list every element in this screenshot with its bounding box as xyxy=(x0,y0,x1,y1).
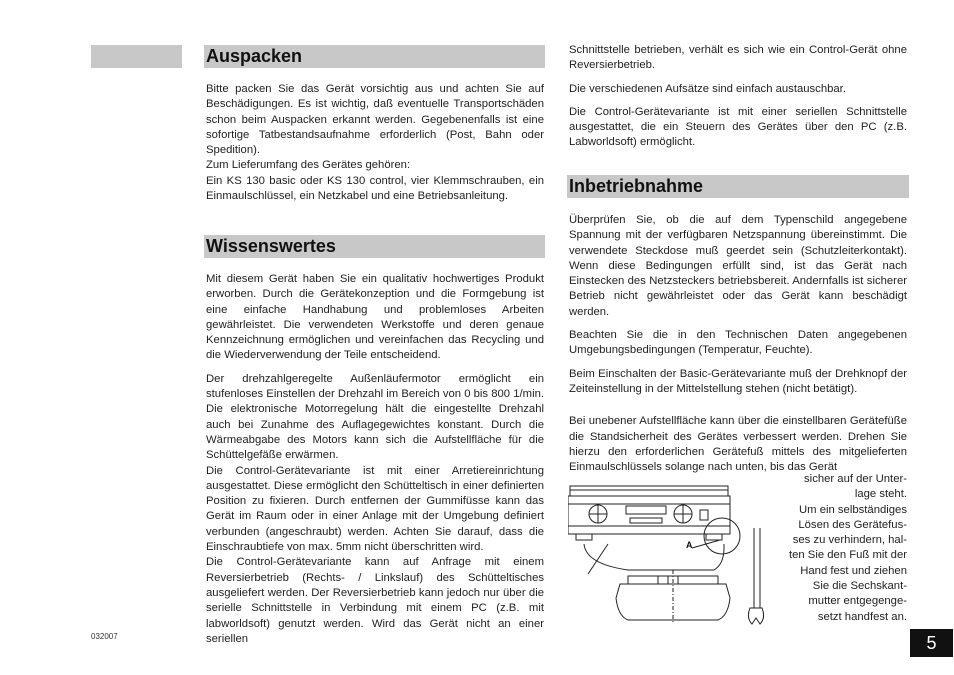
auspacken-text xyxy=(206,82,544,204)
inbetriebnahme-paragraph: Bei unebener Aufstellfläche kann über die einstellbaren Gerätefüße die Standsicherheit des Gerätes verbessert werden. Drehen Sie hierzu den erforderlichen Gerätefuß mittels des mitgelieferten Einmaulschlüssels solange nach unten, bis das Gerät xyxy=(569,415,907,474)
wrap-line: ses zu verhindern, hal- xyxy=(792,534,907,547)
wrap-line: Lösen des Gerätefus- xyxy=(798,518,907,531)
page-number: 5 xyxy=(910,629,953,657)
auspacken-paragraph: Ein KS 130 basic oder KS 130 control, vier Klemmschrauben, ein Einmaulschlüssel, ein Netzkabel und eine Betriebsanleitung. xyxy=(206,174,544,203)
inbetriebnahme-paragraph: Überprüfen Sie, ob die auf dem Typenschild angegebene Spannung mit der verfügbaren Netzspannung übereinstimmt. Die verwendete Steckdose muß geerdet sein (Schutzleiterkontakt). Wenn diese Bedingungen erfüllt sind, ist das Gerät nach Einstecken des Netzsteckers betriebsbereit. Andernfalls ist sicherer Betrieb nicht gewährleistet oder das Gerät kann beschädigt werden. xyxy=(569,214,907,318)
continued-paragraph: Die verschiedenen Aufsätze sind einfach austauschbar. xyxy=(569,82,846,95)
inbetriebnahme-paragraph: Beachten Sie die in den Technischen Daten angegebenen Umgebungsbedingungen (Temperatur, Feuchte). xyxy=(569,329,907,357)
margin-grey-tab xyxy=(91,45,182,68)
auspacken-paragraph: Bitte packen Sie das Gerät vorsichtig aus und achten Sie auf Beschädigungen. Es ist wichtig, daß eventuelle Transportschäden schon beim Auspacken erkannt werden. Gegebenenfalls ist eine sofortige Tatbestandsaufnahme erforderlich (Post, Bahn oder Spedition). xyxy=(206,83,544,157)
inbetriebnahme-text xyxy=(569,213,907,475)
wissenswertes-paragraph: Die Control-Gerätevariante ist mit einer Arretiereinrichtung ausgestattet. Diese ermöglicht den Schütteltisch in einer definierten Position zu fixieren. Durch entfernen der Gummifüsse kann das Gerät im Raum oder in einer Anlage mit der Umgebung definiert verbunden (angeschraubt) werden. Achten Sie darauf, dass die Einschraubtiefe von max. 5mm nicht überschritten wird. xyxy=(206,464,544,554)
document-code: 032007 xyxy=(91,632,118,641)
wrap-line: Um ein selbständiges xyxy=(798,503,907,516)
wissenswertes-paragraph: Die Control-Gerätevariante kann auf Anfrage mit einem Reversierbetrieb (Rechts- / Linkslauf) des Schütteltisches ausgeliefert werden. Der Reversierbetrieb kann jedoch nur über die serielle Schnittstelle in Verbindung mit einem PC (z.B. mit labworldsoft) genutzt werden. Wird das Gerät nicht an einer seriellen xyxy=(206,556,544,645)
wissenswertes-text xyxy=(206,272,544,647)
wrap-line: Hand fest und ziehen xyxy=(800,564,907,577)
figure-label: A xyxy=(686,540,693,550)
wrap-line: sicher auf der Unter- xyxy=(804,473,907,485)
inbetriebnahme-paragraph: Beim Einschalten der Basic-Gerätevariante muß der Drehknopf der Zeiteinstellung in der Mittelstellung stehen (nicht betätigt). xyxy=(569,367,907,395)
wissenswertes-paragraph: Der drehzahlgeregelte Außenläufermotor ermöglicht ein stufenloses Einstellen der Drehzahl im Bereich von 0 bis 800 1/min. Die elektronische Motorregelung hält die eingestellte Drehzahl auch bei Zunahme des Auflagegewichtes konstant. Durch die Wärmeabgabe des Motors kann sich die Aufstellfläche für die Schüttelgefäße erwärmen. xyxy=(206,372,544,462)
heading-inbetriebnahme: Inbetriebnahme xyxy=(567,175,909,198)
wrap-line: mutter entgegenge- xyxy=(808,595,907,608)
foot-adjustment-illustration xyxy=(568,478,773,626)
continued-paragraph: Schnittstelle betrieben, verhält es sich wie ein Control-Gerät ohne Reversierbetrieb. xyxy=(569,44,907,72)
continued-paragraph: Die Control-Gerätevariante ist mit einer seriellen Schnittstelle ausgestattet, die ein Steuern des Gerätes über den PC (z.B. Labworldsoft) ermöglicht. xyxy=(569,105,907,149)
heading-wissenswertes: Wissenswertes xyxy=(204,235,545,258)
inbetriebnahme-wrap-text xyxy=(770,472,907,625)
wrap-line: lage steht. xyxy=(854,488,907,501)
wrap-line: Sie die Sechskant- xyxy=(812,580,907,593)
wissenswertes-paragraph: Mit diesem Gerät haben Sie ein qualitativ hochwertiges Produkt erworben. Durch die Gerätekonzeption und die Formgebung ist eine einfache Handhabung und problemloses Arbeiten gewährleistet. Die verwendeten Werkstoffe und deren genaue Kennzeichnung ermöglichen und vereinfachen das Recycling und die Wiederverwendung der Teile entscheidend. xyxy=(206,273,544,362)
wrap-line: setzt handfest an. xyxy=(817,610,907,623)
heading-auspacken: Auspacken xyxy=(204,45,545,68)
auspacken-paragraph: Zum Lieferumfang des Gerätes gehören: xyxy=(206,159,411,172)
continued-text xyxy=(569,43,907,151)
wrap-line: ten Sie den Fuß mit der xyxy=(788,549,907,562)
